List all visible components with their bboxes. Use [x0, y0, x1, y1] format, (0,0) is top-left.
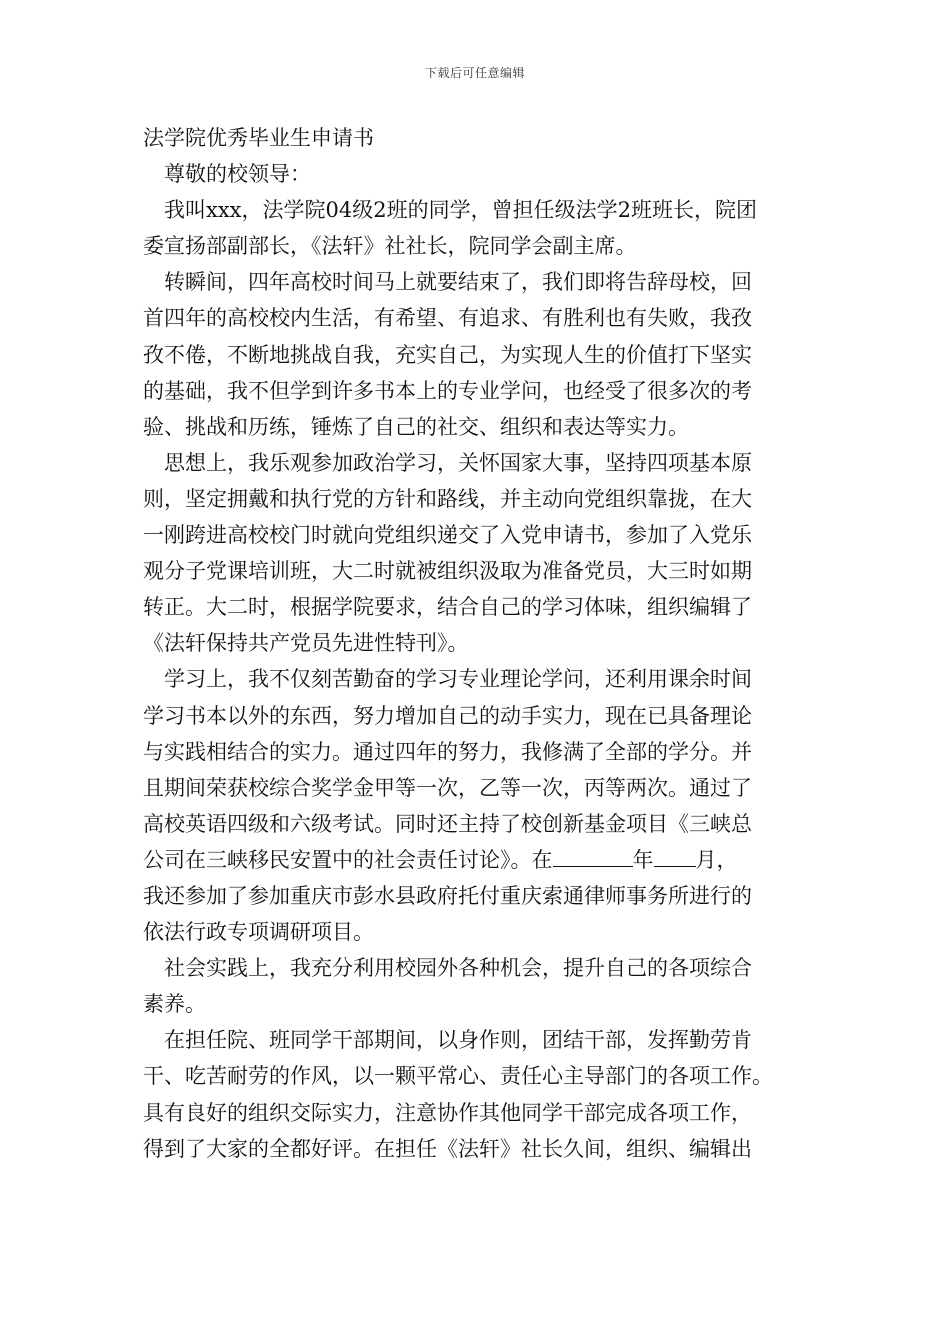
text-line: 转正。大二时，根据学院要求，结合自己的学习体味，组织编辑了 — [143, 595, 752, 620]
text-line: 学习上，我不仅刻苦勤奋的学习专业理论学问，还利用课余时间 — [143, 667, 752, 692]
text-line: 在担任院、班同学干部期间，以身作则，团结干部，发挥勤劳肯 — [143, 1028, 752, 1053]
text-line: 素养。 — [143, 992, 206, 1017]
text-line-with-blanks — [143, 842, 811, 878]
text-line: 观分子党课培训班，大二时就被组织汲取为准备党员，大三时如期 — [143, 559, 752, 584]
date-blank-year — [553, 844, 633, 867]
text-line: 与实践相结合的实力。通过四年的努力，我修满了全部的学分。并 — [143, 739, 752, 764]
text-line: 委宣扬部副部长，《法轩》社社长，院同学会副主席。 — [143, 234, 637, 259]
text-line: 一刚跨进高校校门时就向党组织递交了入党申请书，参加了入党乐 — [143, 523, 752, 548]
text-line: 依法行政专项调研项目。 — [143, 920, 374, 945]
text-line: 转瞬间，四年高校时间马上就要结束了，我们即将告辞母校，回 — [143, 270, 752, 295]
salutation: 尊敬的校领导： — [143, 162, 311, 187]
text-segment: 月， — [695, 847, 738, 872]
date-blank-month — [654, 844, 696, 867]
text-line: 验、挑战和历练，锤炼了自己的社交、组织和表达等实力。 — [143, 414, 689, 439]
header-note: 下载后可任意编辑 — [424, 66, 525, 80]
text-line: 学习书本以外的东西，努力增加自己的动手实力，现在已具备理论 — [143, 703, 752, 728]
text-line: 我还参加了参加重庆市彭水县政府托付重庆索通律师事务所进行的 — [143, 883, 752, 908]
text-line: 社会实践上，我充分利用校园外各种机会，提升自己的各项综合 — [143, 956, 752, 981]
text-segment: 年 — [632, 847, 654, 872]
text-line: 的基础，我不但学到许多书本上的专业学问，也经受了很多次的考 — [143, 378, 752, 403]
text-line: 思想上，我乐观参加政治学习，关怀国家大事，坚持四项基本原 — [143, 450, 752, 475]
text-line: 高校英语四级和六级考试。同时还主持了校创新基金项目《三峡总 — [143, 811, 752, 836]
text-line: 我叫xxx，法学院04级2班的同学，曾担任级法学2班班长，院团 — [143, 198, 757, 223]
text-segment: 公司在三峡移民安置中的社会责任讨论》。在 — [143, 847, 553, 872]
text-line: 首四年的高校校内生活，有希望、有追求、有胜利也有失败，我孜 — [143, 306, 752, 331]
text-line: 具有良好的组织交际实力，注意协作其他同学干部完成各项工作， — [143, 1100, 752, 1125]
text-line: 且期间荣获校综合奖学金甲等一次，乙等一次，丙等两次。通过了 — [143, 775, 752, 800]
text-line: 干、吃苦耐劳的作风，以一颗平常心、责任心主导部门的各项工作。 — [143, 1064, 773, 1089]
document-body — [143, 120, 811, 1167]
document-title: 法学院优秀毕业生申请书 — [143, 126, 374, 150]
text-line: 孜不倦，不断地挑战自我，充实自己，为实现人生的价值打下坚实 — [143, 342, 752, 367]
text-line: 则，坚定拥戴和执行党的方针和路线，并主动向党组织靠拢，在大 — [143, 486, 752, 511]
text-line: 得到了大家的全都好评。在担任《法轩》社长久间，组织、编辑出 — [143, 1136, 752, 1161]
text-line: 《法轩保持共产党员先进性特刊》。 — [143, 631, 469, 656]
